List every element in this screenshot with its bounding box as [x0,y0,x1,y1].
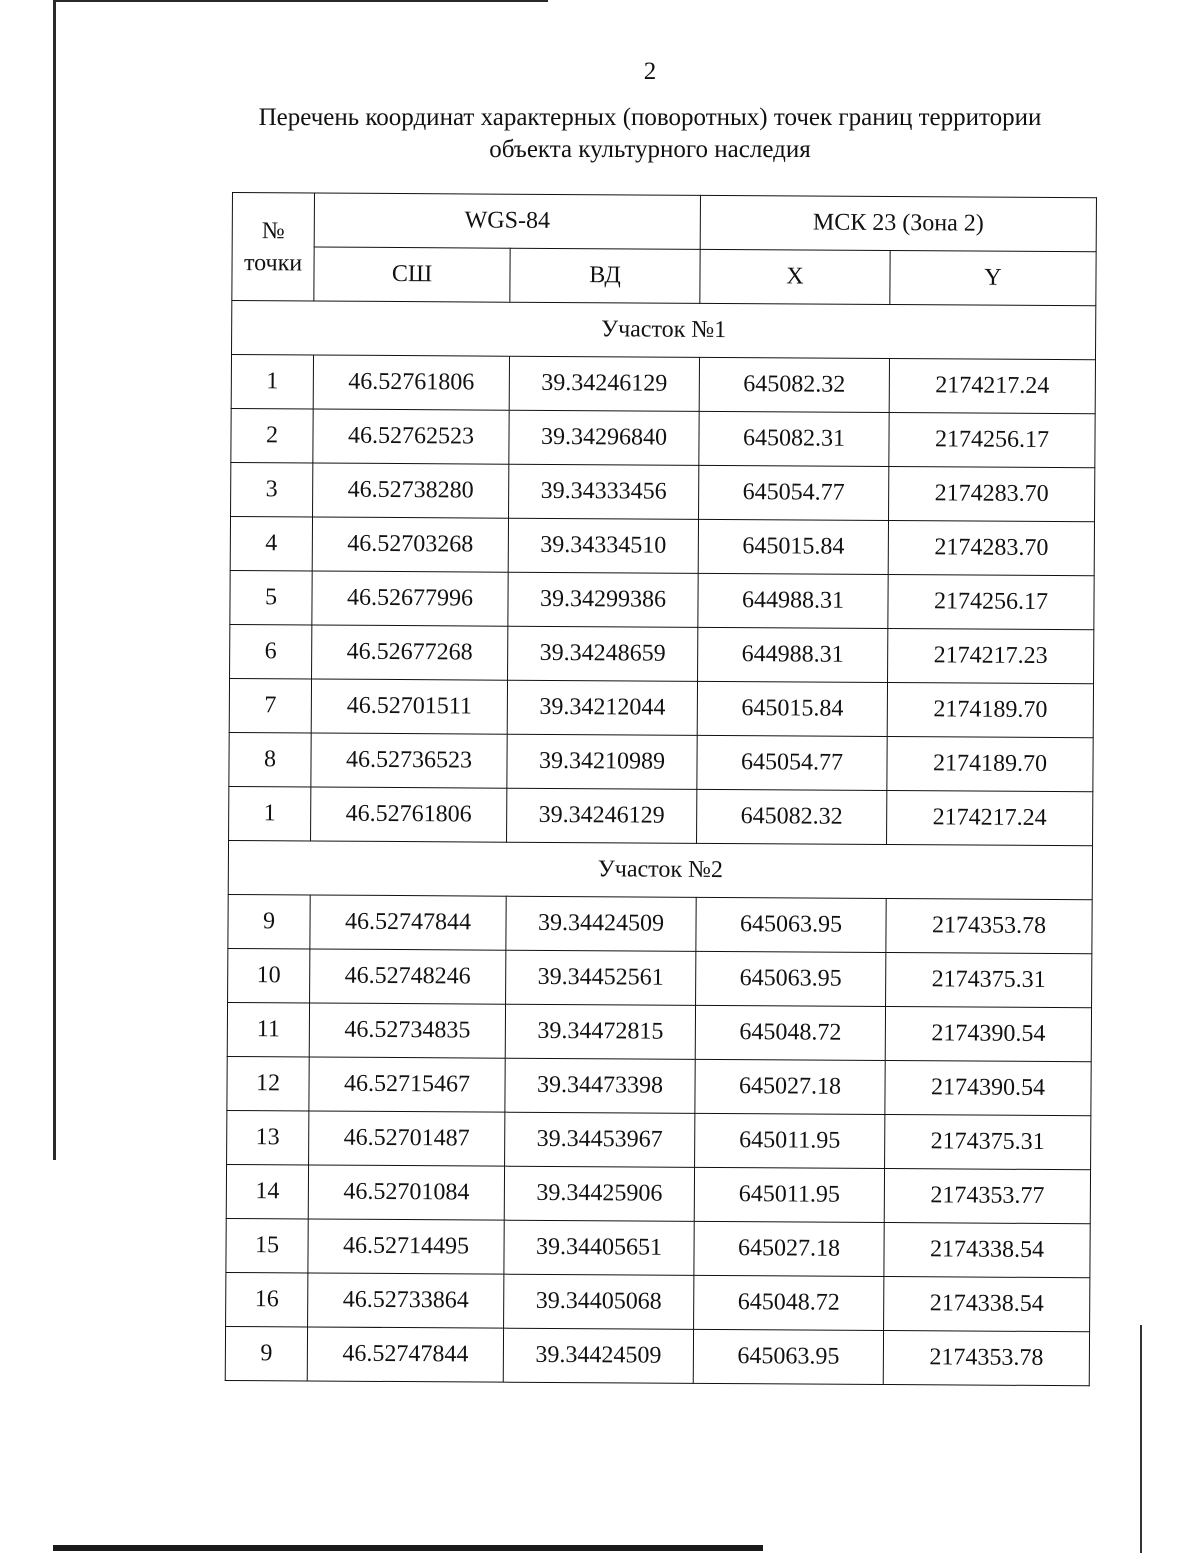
title-line-2: объекта культурного наследия [489,136,811,163]
cell-x: 645082.32 [699,357,889,412]
page-number: 2 [643,58,657,85]
table-row [229,678,1093,737]
cell-latitude: 46.52762523 [313,409,509,464]
cell-latitude: 46.52738280 [313,463,509,518]
table-row [226,1272,1090,1331]
cell-point: 12 [227,1056,309,1110]
header-y: Y [890,251,1096,306]
header-longitude: ВД [510,248,700,303]
document-title [200,102,1100,166]
cell-latitude: 46.52701511 [311,679,507,734]
header-num-symbol: № [261,218,285,245]
cell-latitude: 46.52677268 [312,625,508,680]
table-row [228,948,1092,1007]
cell-latitude: 46.52715467 [309,1057,505,1112]
cell-point: 2 [231,408,313,462]
header-wgs84: WGS-84 [314,193,700,249]
cell-y: 2174353.78 [886,899,1092,954]
cell-latitude: 46.52701084 [308,1165,504,1220]
cell-y: 2174217.24 [889,359,1095,414]
table-row [225,1326,1089,1385]
cell-point: 5 [230,570,312,624]
cell-point: 9 [225,1326,307,1380]
section-title: Участок №1 [232,301,1096,360]
cell-y: 2174353.78 [883,1331,1089,1386]
scan-edge-bottom [53,1545,763,1551]
cell-y: 2174217.24 [887,791,1093,846]
cell-latitude: 46.52701487 [309,1111,505,1166]
cell-longitude: 39.34405651 [504,1220,694,1275]
cell-y: 2174390.54 [885,1061,1091,1116]
cell-x: 645054.77 [699,465,889,520]
cell-x: 645063.95 [696,897,886,952]
cell-point: 13 [227,1110,309,1164]
scan-edge-top [53,0,548,2]
cell-longitude: 39.34333456 [509,464,699,519]
cell-y: 2174256.17 [889,413,1095,468]
cell-x: 645054.77 [697,735,887,790]
cell-y: 2174217.23 [888,629,1094,684]
cell-x: 645082.31 [699,411,889,466]
header-latitude: СШ [314,247,510,302]
cell-longitude: 39.34210989 [507,734,697,789]
cell-point: 6 [230,624,312,678]
cell-longitude: 39.34424509 [503,1328,693,1383]
cell-x: 645011.95 [695,1113,885,1168]
table-row [231,355,1095,414]
scan-edge-left [53,0,56,1160]
cell-longitude: 39.34452561 [506,950,696,1005]
cell-y: 2174353.77 [884,1169,1090,1224]
cell-x: 644988.31 [698,573,888,628]
cell-latitude: 46.52703268 [312,517,508,572]
header-row-group [232,193,1096,252]
cell-latitude: 46.52761806 [313,355,509,410]
cell-point: 3 [231,462,313,516]
cell-x: 645048.72 [695,1005,885,1060]
cell-latitude: 46.52747844 [307,1327,503,1382]
cell-point: 14 [226,1164,308,1219]
cell-x: 645048.72 [694,1275,884,1330]
section-title: Участок №2 [228,840,1092,899]
table-row [226,1164,1090,1223]
cell-y: 2174375.31 [885,1115,1091,1170]
cell-x: 645082.32 [697,789,887,844]
cell-longitude: 39.34424509 [506,896,696,951]
cell-point: 15 [226,1218,308,1272]
cell-point: 8 [229,732,311,786]
cell-latitude: 46.52733864 [308,1273,504,1328]
cell-point: 10 [228,948,310,1002]
cell-longitude: 39.34296840 [509,410,699,465]
cell-longitude: 39.34425906 [504,1166,694,1221]
cell-y: 2174256.17 [888,575,1094,630]
cell-x: 645063.95 [696,951,886,1006]
cell-x: 645015.84 [698,519,888,574]
cell-y: 2174283.70 [888,521,1094,576]
cell-point: 4 [230,516,312,570]
cell-y: 2174189.70 [887,683,1093,738]
cell-y: 2174338.54 [884,1277,1090,1332]
cell-y: 2174375.31 [886,953,1092,1008]
cell-latitude: 46.52761806 [311,787,507,842]
cell-longitude: 39.34299386 [508,572,698,627]
cell-y: 2174390.54 [885,1007,1091,1062]
cell-longitude: 39.34405068 [504,1274,694,1329]
cell-latitude: 46.52747844 [310,895,506,950]
table-row [229,732,1093,791]
header-row-columns [232,247,1096,306]
table-row [226,1218,1090,1277]
cell-y: 2174338.54 [884,1223,1090,1278]
cell-longitude: 39.34246129 [507,788,697,843]
table-row [229,786,1093,845]
table-row [227,1110,1091,1169]
table-row [228,894,1092,953]
table-row [230,624,1094,683]
cell-latitude: 46.52748246 [310,949,506,1004]
cell-x: 645015.84 [697,681,887,736]
cell-x: 645027.18 [695,1059,885,1114]
cell-point: 1 [229,786,311,840]
cell-point: 11 [227,1002,309,1056]
section-header-row [228,840,1092,899]
cell-point: 16 [226,1272,308,1326]
header-x: X [700,249,890,304]
cell-x: 645011.95 [694,1167,884,1222]
cell-x: 644988.31 [698,627,888,682]
header-msk23: МСК 23 (Зона 2) [700,195,1096,251]
cell-point: 9 [228,894,310,948]
cell-longitude: 39.34334510 [508,518,698,573]
cell-longitude: 39.34248659 [508,626,698,681]
coordinates-table [225,192,1097,1386]
cell-point: 1 [231,355,313,409]
cell-latitude: 46.52677996 [312,571,508,626]
cell-y: 2174283.70 [889,467,1095,522]
title-line-1: Перечень координат характерных (поворотных) точек границ территории [258,104,1042,131]
cell-x: 645063.95 [693,1329,883,1384]
cell-y: 2174189.70 [887,737,1093,792]
table-row [230,570,1094,629]
cell-longitude: 39.34473398 [505,1058,695,1113]
cell-latitude: 46.52736523 [311,733,507,788]
cell-latitude: 46.52714495 [308,1219,504,1274]
section-header-row [232,301,1096,360]
header-point-number [232,193,315,301]
table-row [231,408,1095,467]
cell-longitude: 39.34212044 [507,680,697,735]
header-num-label: точки [243,250,303,277]
table-row [230,516,1094,575]
table-body [225,301,1096,1386]
table-row [227,1002,1091,1061]
cell-longitude: 39.34472815 [505,1004,695,1059]
cell-point: 7 [229,678,311,732]
table-row [227,1056,1091,1115]
cell-latitude: 46.52734835 [309,1003,505,1058]
cell-x: 645027.18 [694,1221,884,1276]
scan-edge-right [1140,1325,1142,1553]
table-row [231,462,1095,521]
cell-longitude: 39.34246129 [509,356,699,411]
cell-longitude: 39.34453967 [505,1112,695,1167]
